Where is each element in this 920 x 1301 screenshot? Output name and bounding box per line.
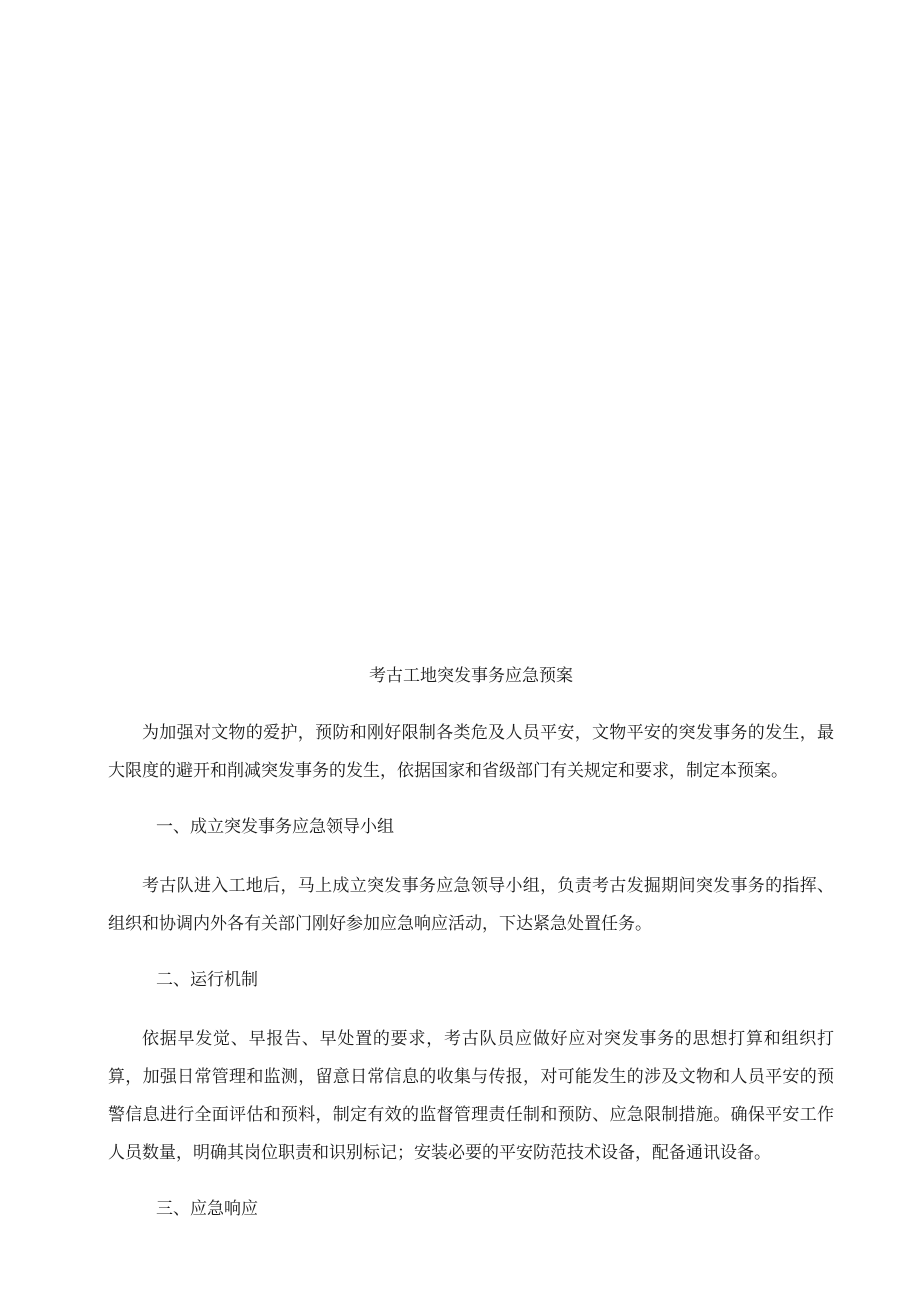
section-heading-emergency-response: 三、应急响应: [156, 1199, 258, 1219]
section-heading-leadership-group: 一、成立突发事务应急领导小组: [156, 817, 394, 837]
leadership-group-paragraph: 考古队进入工地后，马上成立突发事务应急领导小组，负责考古发掘期间突发事务的指挥、组织和协调内外各有关部门刚好参加应急响应活动，下达紧急处置任务。: [108, 876, 834, 934]
section-heading-operating-mechanism: 二、运行机制: [156, 970, 258, 990]
operating-mechanism-paragraph: 依据早发觉、早报告、早处置的要求，考古队员应做好应对突发事务的思想打算和组织打算，加强日常管理和监测，留意日常信息的收集与传报，对可能发生的涉及文物和人员平安的预警信息进行全面评估和预料，制定有效的监督管理责任制和预防、应急限制措施。确保平安工作人员数量，明确其岗位职责和识别标记；安装必要的平安防范技术设备，配备通讯设备。: [108, 1029, 834, 1163]
document-body: [108, 661, 834, 1249]
intro-paragraph: 为加强对文物的爱护，预防和刚好限制各类危及人员平安，文物平安的突发事务的发生，最大限度的避开和削减突发事务的发生，依据国家和省级部门有关规定和要求，制定本预案。: [108, 723, 834, 781]
document-title: 考古工地突发事务应急预案: [369, 666, 573, 686]
